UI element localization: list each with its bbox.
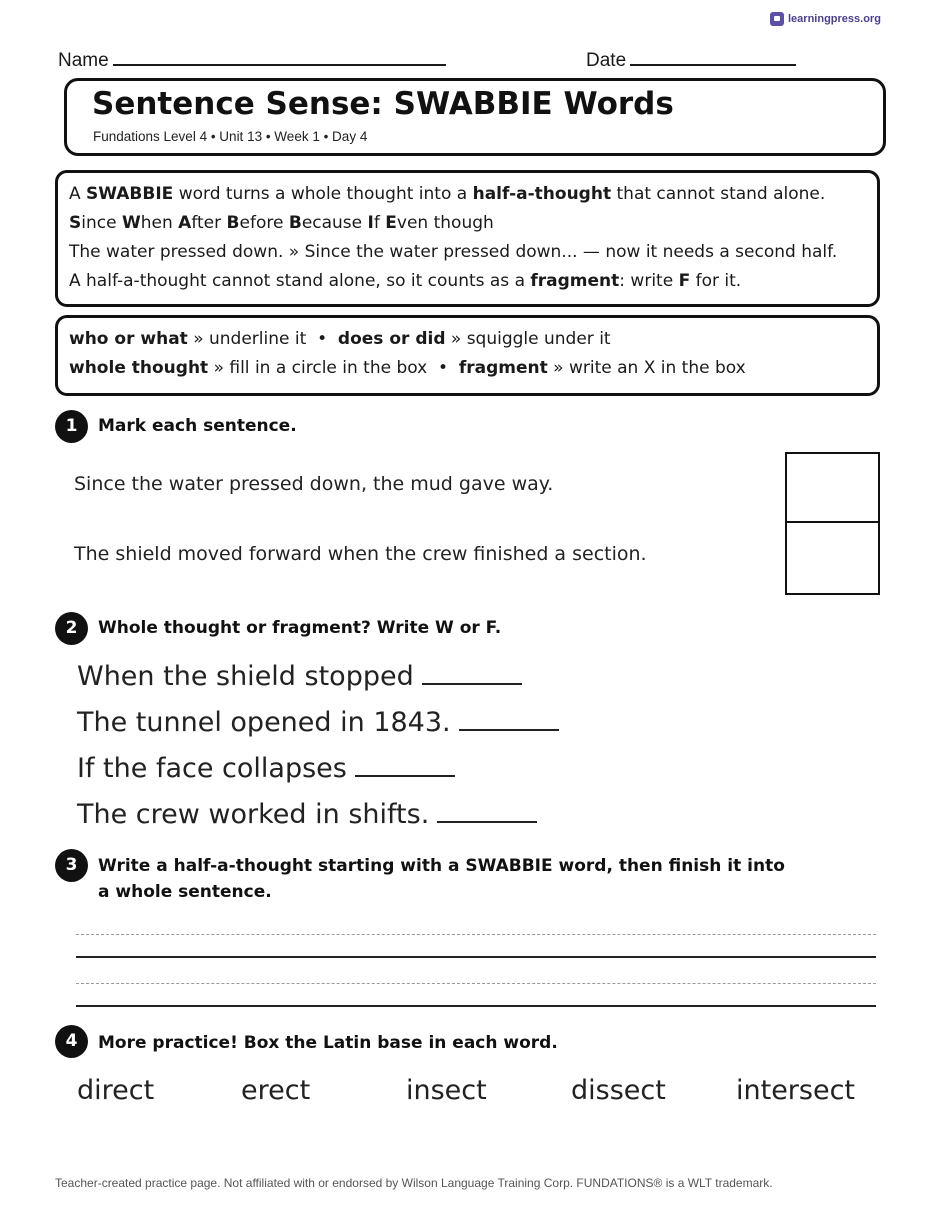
swabbie-word: When [121,213,173,233]
swabbie-word-list [69,213,494,233]
name-line [113,46,446,66]
info-line-1: A SWABBIE word turns a whole thought into a half-a-thought that cannot stand alone. [69,184,826,204]
section-3-title: Write a half-a-thought starting with a SWABBIE word, then finish it into [98,856,785,876]
page-title: Sentence Sense: SWABBIE Words [92,86,674,122]
fragment-item: The tunnel opened in 1843. [77,705,559,738]
latin-word[interactable]: direct [77,1075,155,1106]
swabbie-word: Even though [385,213,494,233]
latin-word[interactable]: insect [406,1075,487,1106]
section-1-number: 1 [55,410,88,443]
section-1-sentence: Since the water pressed down, the mud gave way. [74,473,554,495]
swabbie-word: Because [288,213,363,233]
section-2-title: Whole thought or fragment? Write W or F. [98,618,502,638]
answer-blank[interactable] [459,705,559,731]
section-1-title: Mark each sentence. [98,416,297,436]
footer-disclaimer: Teacher-created practice page. Not affiliated with or endorsed by Wilson Language Training Corp. FUNDATIONS® is a WLT trademark. [55,1176,773,1190]
section-2-number: 2 [55,612,88,645]
answer-box[interactable] [785,523,880,595]
book-icon [770,12,784,26]
date-field [586,46,796,72]
swabbie-word: Since [69,213,117,233]
key-line-2: whole thought » fill in a circle in the box • fragment » write an X in the box [69,358,746,378]
fragment-item: The crew worked in shifts. [77,797,537,830]
writing-line[interactable] [76,1005,876,1007]
answer-blank[interactable] [422,659,522,685]
latin-word[interactable]: intersect [736,1075,856,1106]
brand-text: learningpress.org [788,13,881,25]
fragment-item: When the shield stopped [77,659,522,692]
answer-blank[interactable] [355,751,455,777]
date-label: Date [586,50,627,71]
section-4-number: 4 [55,1025,88,1058]
swabbie-word: If [367,213,380,233]
answer-box[interactable] [785,452,880,523]
answer-blank[interactable] [437,797,537,823]
date-line [630,46,796,66]
info-line-3: The water pressed down. » Since the water pressed down... — now it needs a second half. [69,242,838,262]
latin-word[interactable]: erect [241,1075,311,1106]
fragment-item: If the face collapses [77,751,455,784]
brand-logo [770,12,881,26]
swabbie-word: Before [226,213,284,233]
writing-guide-line [76,983,876,984]
name-field [58,46,446,72]
section-1-sentence: The shield moved forward when the crew finished a section. [74,543,647,565]
marking-key-box [55,315,880,396]
page-subtitle: Fundations Level 4 • Unit 13 • Week 1 • Day 4 [93,129,368,144]
swabbie-word: After [178,213,222,233]
key-line-1: who or what » underline it • does or did » squiggle under it [69,329,611,349]
section-3-title-cont: a whole sentence. [98,882,272,902]
info-line-4: A half-a-thought cannot stand alone, so it counts as a fragment: write F for it. [69,271,742,291]
latin-word[interactable]: dissect [571,1075,666,1106]
section-3-number: 3 [55,849,88,882]
writing-line[interactable] [76,956,876,958]
name-label: Name [58,50,109,71]
section-4-title: More practice! Box the Latin base in each word. [98,1033,558,1053]
writing-guide-line [76,934,876,935]
